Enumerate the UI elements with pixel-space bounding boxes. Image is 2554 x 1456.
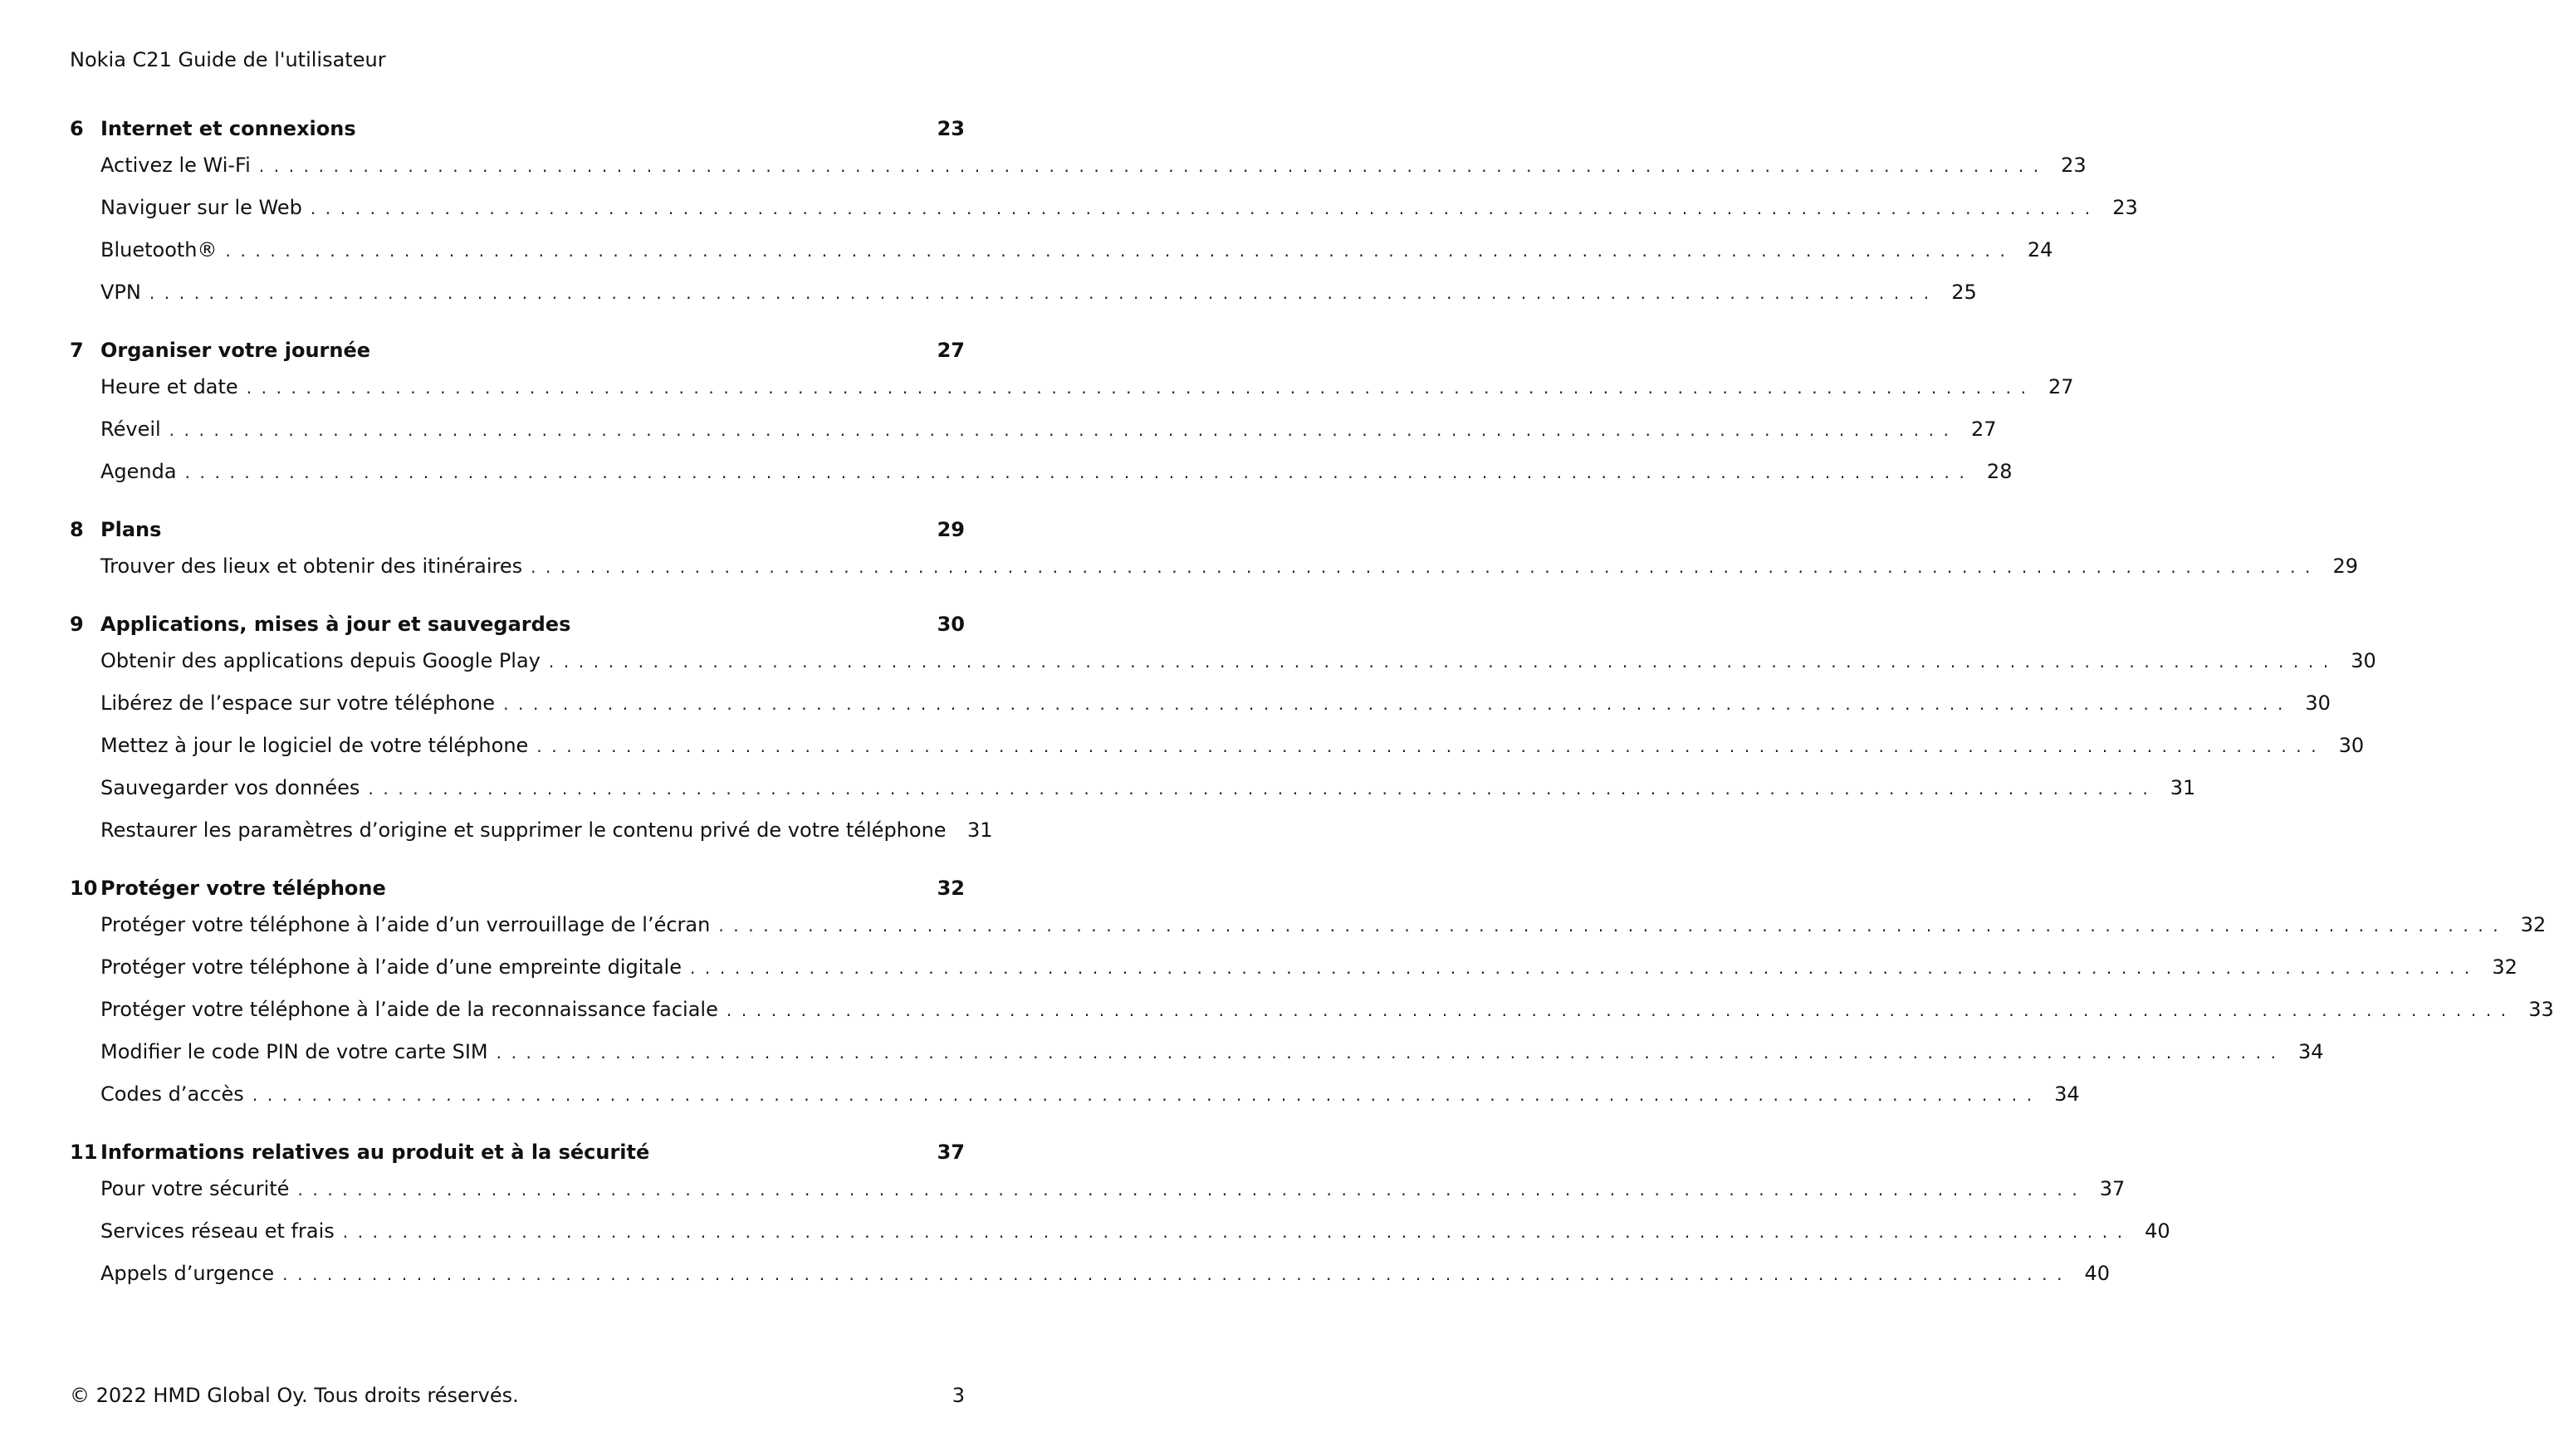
- section-number: 6: [70, 117, 84, 140]
- section-number: 9: [70, 613, 84, 636]
- section-page-number: 30: [937, 613, 965, 636]
- toc-entry-page-number: 24: [2027, 238, 2053, 261]
- toc-entry-page-number: 34: [2297, 1040, 2324, 1063]
- toc-entry-label: Restaurer les paramètres d’origine et supprimer le contenu privé de votre téléphone: [100, 818, 947, 842]
- document-header: Nokia C21 Guide de l'utilisateur: [70, 48, 386, 71]
- dot-leader: ........................................................................................................................: [368, 779, 2158, 799]
- toc-section-heading[interactable]: [70, 514, 965, 545]
- toc-entry-page-number: 23: [2112, 196, 2138, 219]
- dot-leader: ........................................................................................................................: [548, 652, 2338, 672]
- toc-entry-label: Protéger votre téléphone à l’aide d’un verrouillage de l’écran: [100, 913, 711, 936]
- toc-entry[interactable]: [70, 144, 2087, 187]
- dot-leader: ........................................................................................................................: [496, 1043, 2286, 1063]
- toc-entry-page-number: 30: [2351, 649, 2376, 672]
- toc-entry-page-number: 31: [967, 818, 993, 842]
- toc-entry-page-number: 29: [2332, 555, 2358, 578]
- dot-leader: ........................................................................................................................: [282, 1264, 2072, 1284]
- section-title: Plans: [100, 518, 162, 541]
- toc-entry[interactable]: [70, 640, 2376, 682]
- toc-entry-label: Obtenir des applications depuis Google Play: [100, 649, 541, 672]
- dot-leader: ........................................................................................................................: [258, 156, 2048, 176]
- toc-entry-label: Mettez à jour le logiciel de votre téléphone: [100, 734, 529, 757]
- toc-entry-label: Services réseau et frais: [100, 1219, 335, 1243]
- toc-entry-page-number: 25: [1951, 281, 1977, 304]
- toc-entry-label: VPN: [100, 281, 141, 304]
- toc-entry-page-number: 27: [2048, 375, 2074, 398]
- toc-entry-page-number: 33: [2528, 998, 2554, 1021]
- dot-leader: ........................................................................................................................: [726, 1000, 2516, 1020]
- toc-entry[interactable]: [70, 408, 1997, 451]
- toc-entry-label: Trouver des lieux et obtenir des itinéraires: [100, 555, 523, 578]
- toc-entry[interactable]: [70, 271, 1977, 314]
- toc-entry-label: Protéger votre téléphone à l’aide de la reconnaissance faciale: [100, 998, 718, 1021]
- section-page-number: 27: [937, 339, 965, 362]
- toc-entry[interactable]: [70, 809, 993, 852]
- toc-entry[interactable]: [70, 946, 2517, 989]
- section-number: 10: [70, 877, 98, 900]
- dot-leader: ........................................................................................................................: [246, 378, 2036, 398]
- dot-leader: ........................................................................................................................: [503, 694, 2292, 714]
- toc-entry[interactable]: [70, 187, 2138, 229]
- section-number: 8: [70, 518, 84, 541]
- toc-entry[interactable]: [70, 1073, 2080, 1116]
- toc-entry-page-number: 32: [2520, 913, 2547, 936]
- dot-leader: ........................................................................................................................: [297, 1180, 2087, 1199]
- toc-section-heading[interactable]: [70, 335, 965, 366]
- dot-leader: ........................................................................................................................: [252, 1085, 2042, 1105]
- dot-leader: ........................................................................................................................: [689, 958, 2479, 978]
- toc-entry-page-number: 23: [2061, 154, 2087, 177]
- dot-leader: ........................................................................................................................: [342, 1222, 2132, 1242]
- dot-leader: ........................................................................................................................: [149, 283, 1939, 303]
- toc-entry-label: Codes d’accès: [100, 1082, 244, 1106]
- toc-entry[interactable]: [70, 451, 2013, 493]
- section-page-number: 23: [937, 117, 965, 140]
- section-title: Protéger votre téléphone: [100, 877, 386, 900]
- copyright-notice: © 2022 HMD Global Oy. Tous droits réservés.: [70, 1384, 519, 1407]
- toc-entry[interactable]: [70, 1168, 2126, 1210]
- dot-leader: ........................................................................................................................: [718, 916, 2508, 936]
- toc-entry-label: Naviguer sur le Web: [100, 196, 302, 219]
- document-footer: [70, 1382, 965, 1409]
- section-page-number: 29: [937, 518, 965, 541]
- toc-entry[interactable]: [70, 989, 2554, 1031]
- toc-section: [70, 872, 2554, 1116]
- toc-section-heading[interactable]: [70, 1136, 965, 1168]
- toc-entry[interactable]: [70, 545, 2358, 588]
- toc-entry-label: Réveil: [100, 418, 161, 441]
- toc-entry-label: Sauvegarder vos données: [100, 776, 360, 799]
- toc-entry-label: Heure et date: [100, 375, 238, 398]
- toc-entry-label: Appels d’urgence: [100, 1262, 275, 1285]
- toc-section-heading[interactable]: [70, 608, 965, 640]
- page-number: 3: [952, 1384, 965, 1407]
- section-page-number: 37: [937, 1141, 965, 1164]
- toc-section: [70, 1136, 2170, 1295]
- dot-leader: ........................................................................................................................: [531, 557, 2320, 577]
- toc-section: [70, 335, 2074, 493]
- section-title: Internet et connexions: [100, 117, 356, 140]
- toc-entry-label: Pour votre sécurité: [100, 1177, 290, 1200]
- dot-leader: ........................................................................................................................: [184, 462, 1974, 482]
- toc-entry[interactable]: [70, 1031, 2324, 1073]
- toc-entry-page-number: 40: [2145, 1219, 2170, 1243]
- toc-entry-page-number: 40: [2084, 1262, 2111, 1285]
- section-number: 7: [70, 339, 84, 362]
- section-title: Organiser votre journée: [100, 339, 371, 362]
- toc-entry-page-number: 28: [1986, 460, 2013, 483]
- toc-entry-page-number: 30: [2305, 691, 2331, 715]
- toc-entry[interactable]: [70, 904, 2547, 946]
- toc-section: [70, 514, 2358, 588]
- toc-entry-page-number: 27: [1971, 418, 1997, 441]
- table-of-contents: [70, 113, 2554, 1316]
- toc-entry-label: Bluetooth®: [100, 238, 218, 261]
- toc-entry-page-number: 32: [2492, 955, 2517, 979]
- toc-entry-label: Activez le Wi-Fi: [100, 154, 251, 177]
- toc-section-heading[interactable]: [70, 872, 965, 904]
- toc-entry-page-number: 37: [2099, 1177, 2126, 1200]
- toc-section: [70, 608, 2376, 852]
- toc-entry-label: Protéger votre téléphone à l’aide d’une empreinte digitale: [100, 955, 682, 979]
- toc-section-heading[interactable]: [70, 113, 965, 144]
- toc-entry-page-number: 34: [2054, 1082, 2080, 1106]
- dot-leader: ........................................................................................................................: [310, 198, 2100, 218]
- toc-entry[interactable]: [70, 1210, 2170, 1253]
- dot-leader: ........................................................................................................................: [536, 736, 2326, 756]
- toc-entry-label: Agenda: [100, 460, 177, 483]
- section-title: Informations relatives au produit et à la sécurité: [100, 1141, 650, 1164]
- dot-leader: ........................................................................................................................: [225, 241, 2015, 261]
- toc-entry[interactable]: [70, 767, 2196, 809]
- toc-entry-page-number: 31: [2170, 776, 2196, 799]
- toc-entry[interactable]: [70, 229, 2053, 271]
- toc-entry-label: Modifier le code PIN de votre carte SIM: [100, 1040, 488, 1063]
- toc-entry-page-number: 30: [2338, 734, 2365, 757]
- section-title: Applications, mises à jour et sauvegardes: [100, 613, 571, 636]
- section-page-number: 32: [937, 877, 965, 900]
- toc-entry-label: Libérez de l’espace sur votre téléphone: [100, 691, 496, 715]
- toc-entry[interactable]: [70, 682, 2331, 725]
- toc-entry[interactable]: [70, 1253, 2111, 1295]
- section-number: 11: [70, 1141, 98, 1164]
- toc-section: [70, 113, 2138, 314]
- toc-entry[interactable]: [70, 725, 2365, 767]
- dot-leader: ........................................................................................................................: [169, 420, 1959, 440]
- toc-entry[interactable]: [70, 366, 2074, 408]
